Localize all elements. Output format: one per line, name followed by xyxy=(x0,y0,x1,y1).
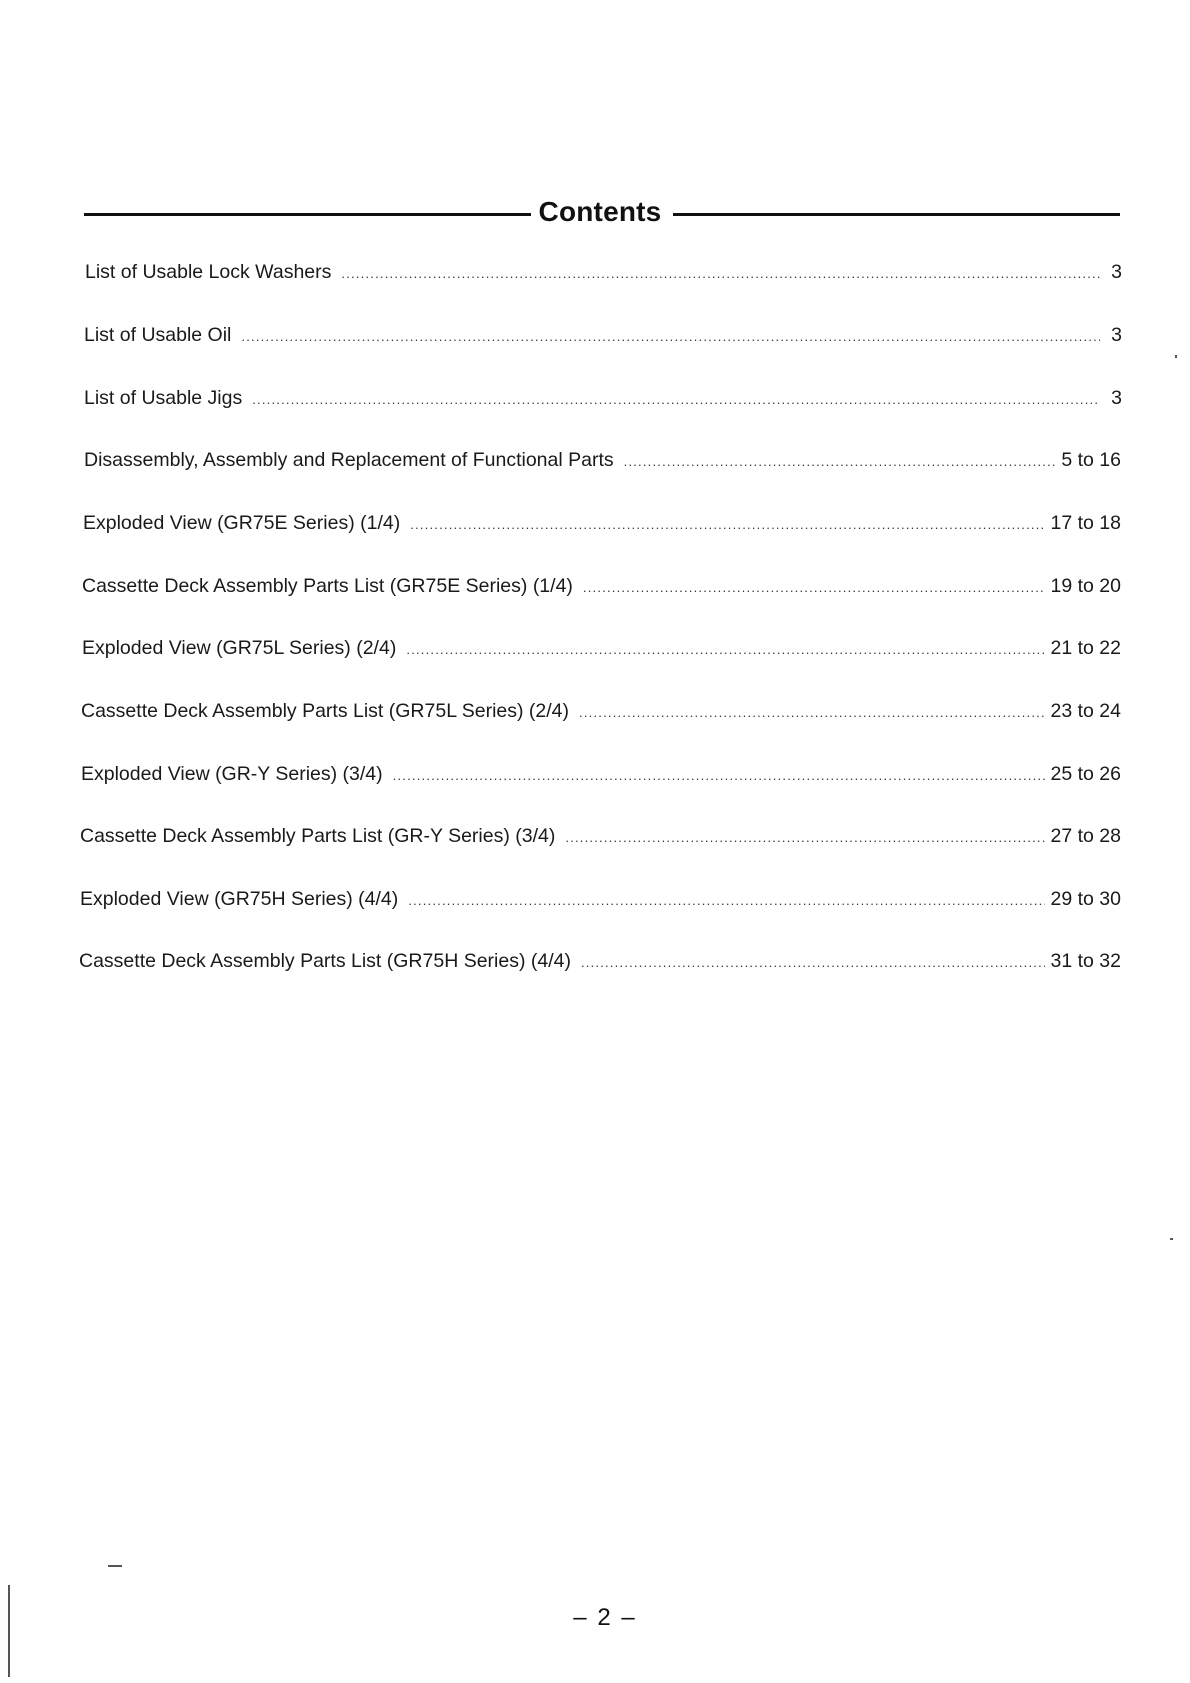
toc-entry-title: Disassembly, Assembly and Replacement of Functional Parts xyxy=(84,449,614,471)
toc-entry[interactable] xyxy=(85,258,1122,286)
toc-entry-title: Exploded View (GR-Y Series) (3/4) xyxy=(81,763,383,785)
toc-entry[interactable] xyxy=(81,760,1121,788)
toc-entry-page: 3 xyxy=(1111,261,1122,283)
toc-entry-title: Exploded View (GR75H Series) (4/4) xyxy=(80,888,399,910)
toc-entry-page: 5 to 16 xyxy=(1061,449,1121,471)
toc-dot-leader xyxy=(583,574,1045,602)
page-title: Contents xyxy=(538,196,662,227)
scan-speck-mark xyxy=(1175,355,1177,358)
toc-entry-title: List of Usable Oil xyxy=(84,324,232,346)
toc-entry-page: 21 to 22 xyxy=(1050,637,1121,659)
toc-dot-leader xyxy=(241,323,1100,351)
scan-speck-mark xyxy=(1170,1238,1173,1240)
toc-entry-title: Cassette Deck Assembly Parts List (GR75H Series) (4/4) xyxy=(79,950,571,972)
toc-entry[interactable] xyxy=(84,384,1122,412)
toc-entry-title: Cassette Deck Assembly Parts List (GR75E Series) (1/4) xyxy=(82,575,573,597)
toc-entry-page: 23 to 24 xyxy=(1050,700,1121,722)
toc-entry-title: Cassette Deck Assembly Parts List (GR75L Series) (2/4) xyxy=(81,700,570,722)
toc-entry-page: 3 xyxy=(1111,387,1122,409)
toc-dot-leader xyxy=(406,636,1044,664)
scan-speck-mark xyxy=(108,1565,122,1567)
toc-entry[interactable] xyxy=(84,321,1122,349)
toc-entry-page: 29 to 30 xyxy=(1050,888,1121,910)
toc-entry-page: 27 to 28 xyxy=(1050,825,1121,847)
toc-entry-page: 31 to 32 xyxy=(1050,950,1121,972)
toc-entry-page: 17 to 18 xyxy=(1050,512,1121,534)
toc-entry[interactable] xyxy=(82,572,1121,600)
toc-entry-page: 25 to 26 xyxy=(1050,763,1121,785)
toc-entry-page: 3 xyxy=(1111,324,1122,346)
toc-entry[interactable] xyxy=(79,947,1121,975)
toc-dot-leader xyxy=(393,762,1045,790)
toc-dot-leader xyxy=(581,949,1045,977)
toc-entry[interactable] xyxy=(80,822,1121,850)
toc-dot-leader xyxy=(579,699,1044,727)
toc-entry[interactable] xyxy=(83,509,1121,537)
toc-dot-leader xyxy=(624,448,1056,476)
toc-dot-leader xyxy=(408,887,1044,915)
toc-dot-leader xyxy=(341,260,1100,288)
toc-dot-leader xyxy=(252,386,1100,414)
toc-entry-page: 19 to 20 xyxy=(1050,575,1121,597)
page-number: – 2 – xyxy=(573,1604,637,1631)
toc-dot-leader xyxy=(410,511,1044,539)
toc-entry-title: Exploded View (GR75L Series) (2/4) xyxy=(82,637,397,659)
toc-entry-title: List of Usable Jigs xyxy=(84,387,243,409)
toc-entry-title: Cassette Deck Assembly Parts List (GR-Y Series) (3/4) xyxy=(80,825,556,847)
toc-entry-title: List of Usable Lock Washers xyxy=(85,261,332,283)
toc-entry[interactable] xyxy=(81,697,1121,725)
toc-entry[interactable] xyxy=(80,885,1121,913)
scan-edge-mark xyxy=(8,1585,10,1677)
toc-entry-title: Exploded View (GR75E Series) (1/4) xyxy=(83,512,401,534)
toc-entry[interactable] xyxy=(82,634,1121,662)
toc-entry[interactable] xyxy=(84,446,1121,474)
toc-dot-leader xyxy=(565,824,1044,852)
